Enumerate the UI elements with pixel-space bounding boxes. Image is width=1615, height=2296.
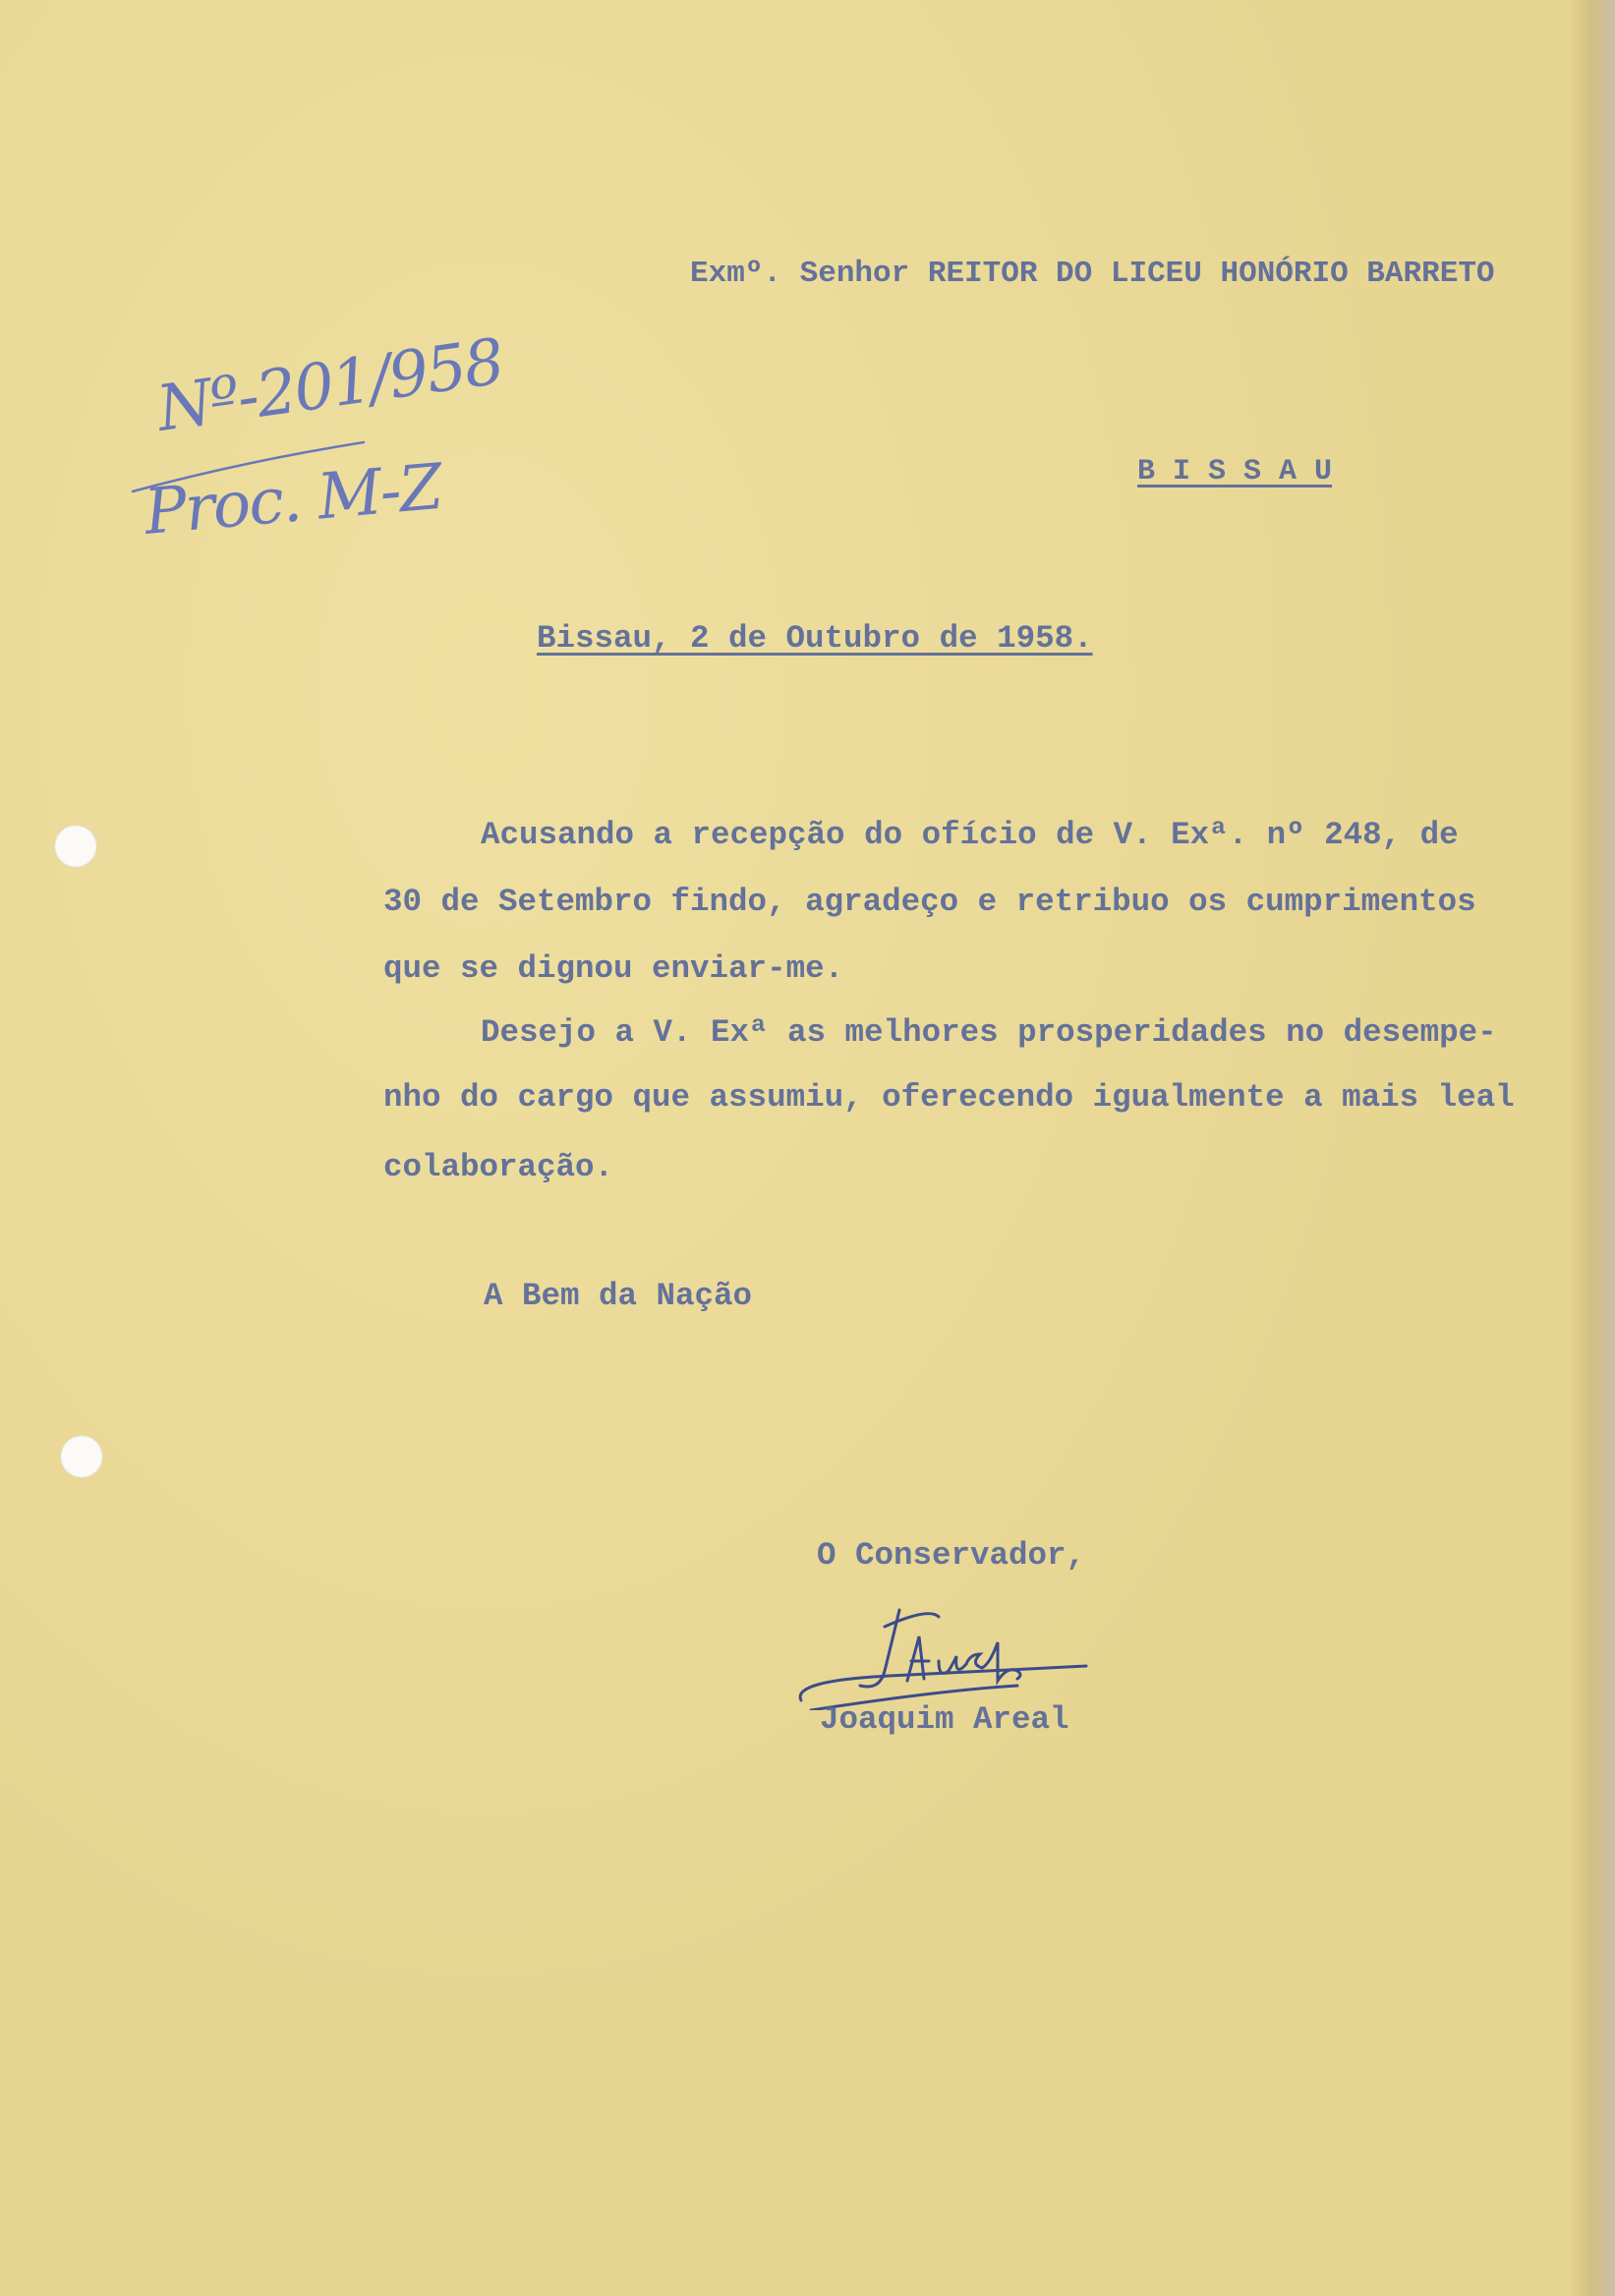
city-heading: B I S S A U [1137, 455, 1333, 488]
signatory-name: Joaquim Areal [820, 1701, 1069, 1738]
closing: A Bem da Nação [484, 1278, 753, 1314]
handwritten-signature [791, 1602, 1096, 1710]
body-p1-line3: que se dignou enviar-me. [383, 950, 844, 987]
signatory-title: O Conservador, [817, 1537, 1086, 1574]
body-p1-line2: 30 de Setembro findo, agradeço e retribuo os cumprimentos [383, 884, 1476, 920]
handwritten-note-line2: Proc. M-Z [141, 450, 444, 549]
body-p2-line3: colaboração. [383, 1149, 614, 1185]
addressee: Exmº. Senhor REITOR DO LICEU HONÓRIO BARRETO [690, 257, 1495, 291]
handwritten-note-line1: Nº-201/958 [152, 325, 507, 446]
date-line: Bissau, 2 de Outubro de 1958. [537, 620, 1093, 657]
body-p2-line2: nho do cargo que assumiu, oferecendo igualmente a mais leal [383, 1079, 1515, 1116]
punch-hole-top [54, 825, 97, 868]
punch-hole-bottom [60, 1435, 103, 1478]
body-p1-line1: Acusando a recepção do ofício de V. Exª. nº 248, de [481, 817, 1459, 853]
body-p2-line1: Desejo a V. Exª as melhores prosperidades no desempe- [481, 1014, 1497, 1051]
